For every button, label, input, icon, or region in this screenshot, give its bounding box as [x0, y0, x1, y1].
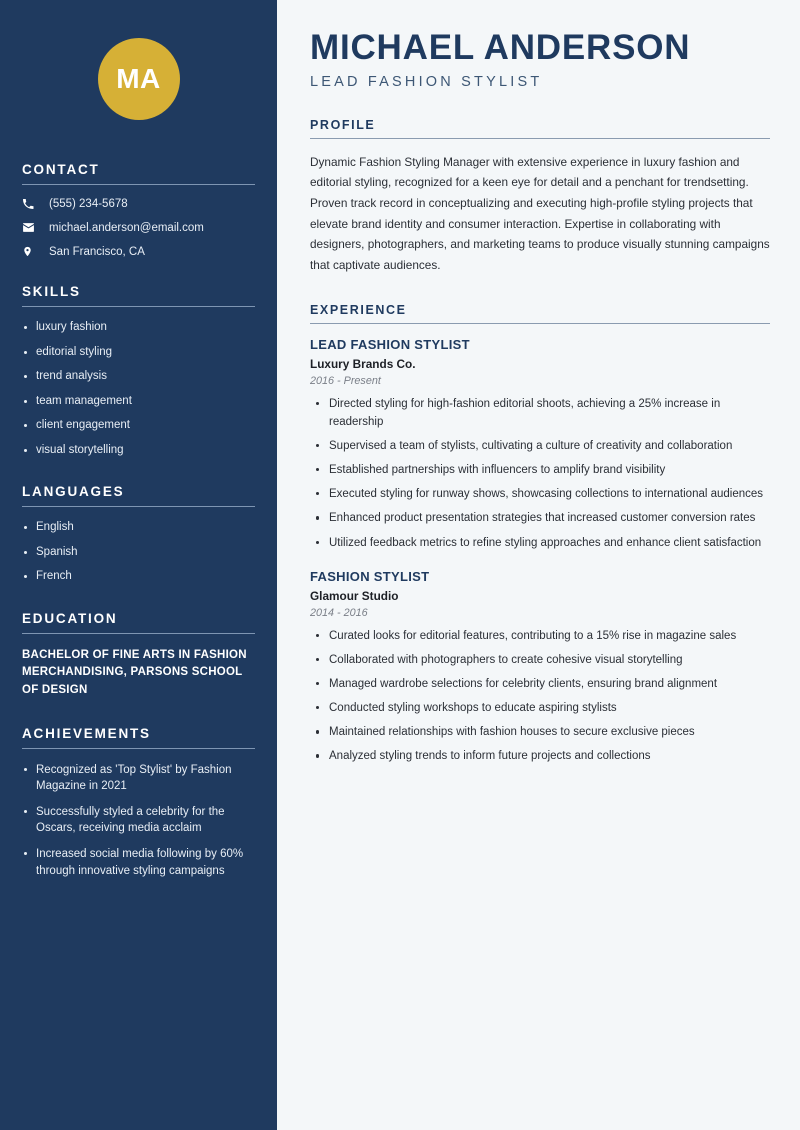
list-item: French [22, 569, 255, 585]
experience-bullets [310, 395, 770, 552]
list-item: Supervised a team of stylists, cultivating a culture of creativity and collaboration [310, 437, 770, 455]
experience-bullets [310, 627, 770, 766]
avatar-container [22, 0, 255, 162]
profile-heading: PROFILE [310, 117, 376, 132]
section-contact [22, 162, 255, 258]
contact-location-value: San Francisco, CA [49, 245, 145, 258]
section-experience [310, 303, 770, 766]
contact-divider [22, 184, 255, 185]
list-item: trend analysis [22, 369, 255, 385]
list-item: Managed wardrobe selections for celebrity clients, ensuring brand alignment [310, 675, 770, 693]
experience-divider [310, 323, 770, 324]
avatar-initials: MA [116, 63, 161, 94]
section-skills [22, 284, 255, 458]
main-content [277, 0, 800, 1130]
job-role-subtitle: LEAD FASHION STYLIST [310, 73, 543, 90]
list-item: Maintained relationships with fashion houses to secure exclusive pieces [310, 723, 770, 741]
skills-list [22, 320, 255, 458]
experience-entry [310, 569, 770, 766]
list-item: Curated looks for editorial features, contributing to a 15% rise in magazine sales [310, 627, 770, 645]
education-degree: BACHELOR OF FINE ARTS IN FASHION MERCHANDISING, PARSONS SCHOOL OF DESIGN [22, 648, 247, 697]
list-item: English [22, 520, 255, 536]
section-achievements [22, 726, 255, 879]
profile-divider [310, 138, 770, 139]
section-profile [310, 118, 770, 276]
achievements-divider [22, 748, 255, 749]
page-title: MICHAEL ANDERSON [310, 28, 691, 67]
experience-entry [310, 337, 770, 552]
list-item: visual storytelling [22, 443, 255, 459]
sidebar [0, 0, 277, 1130]
experience-company: Glamour Studio [310, 588, 399, 603]
list-item: Recognized as 'Top Stylist' by Fashion Magazine in 2021 [22, 762, 255, 794]
avatar [98, 38, 180, 120]
list-item: Successfully styled a celebrity for the Oscars, receiving media acclaim [22, 804, 255, 836]
list-item: Increased social media following by 60% through innovative styling campaigns [22, 846, 255, 878]
experience-company: Luxury Brands Co. [310, 356, 416, 371]
list-item: Enhanced product presentation strategies that increased customer conversion rates [310, 509, 770, 527]
achievements-heading: ACHIEVEMENTS [22, 726, 151, 742]
education-heading: EDUCATION [22, 610, 118, 626]
experience-dates: 2016 - Present [310, 374, 381, 387]
contact-item-location[interactable] [22, 245, 255, 258]
experience-title: FASHION STYLIST [310, 568, 430, 584]
list-item: Established partnerships with influencers to amplify brand visibility [310, 461, 770, 479]
experience-title: LEAD FASHION STYLIST [310, 336, 470, 352]
phone-icon [22, 198, 40, 210]
map-pin-icon [22, 245, 40, 258]
section-education [22, 611, 255, 700]
contact-phone-value: (555) 234-5678 [49, 198, 128, 210]
envelope-icon [22, 221, 40, 234]
profile-text: Dynamic Fashion Styling Manager with extensive experience in luxury fashion and editorial styling, recognized for a keen eye for detail and a penchant for trendsetting. Proven track record in conceptualizing and executing high-profile styling projects that elevate brand identity and consumer interaction. Expertise in collaborating with designers, photographers, and marketing teams to produce visually stunning campaigns that captivate audiences. [310, 154, 770, 272]
experience-dates: 2014 - 2016 [310, 606, 368, 619]
experience-heading: EXPERIENCE [310, 302, 407, 317]
list-item: Analyzed styling trends to inform future projects and collections [310, 747, 770, 765]
list-item: Spanish [22, 545, 255, 561]
list-item: client engagement [22, 418, 255, 434]
languages-divider [22, 506, 255, 507]
list-item: Utilized feedback metrics to refine styling approaches and enhance client satisfaction [310, 534, 770, 552]
languages-list [22, 520, 255, 585]
contact-heading: CONTACT [22, 162, 100, 177]
contact-item-phone[interactable] [22, 198, 255, 210]
skills-divider [22, 306, 255, 307]
list-item: Executed styling for runway shows, showcasing collections to international audiences [310, 485, 770, 503]
skills-heading: SKILLS [22, 284, 81, 299]
list-item: Collaborated with photographers to create cohesive visual storytelling [310, 651, 770, 669]
section-languages [22, 484, 255, 585]
education-divider [22, 633, 255, 634]
list-item: Directed styling for high-fashion editorial shoots, achieving a 25% increase in readership [310, 395, 770, 431]
list-item: Conducted styling workshops to educate aspiring stylists [310, 699, 770, 717]
list-item: luxury fashion [22, 320, 255, 336]
list-item: editorial styling [22, 345, 255, 361]
contact-item-email[interactable] [22, 221, 255, 234]
contact-email-value: michael.anderson@email.com [49, 221, 204, 234]
achievements-list [22, 762, 255, 879]
list-item: team management [22, 394, 255, 410]
languages-heading: LANGUAGES [22, 484, 125, 500]
